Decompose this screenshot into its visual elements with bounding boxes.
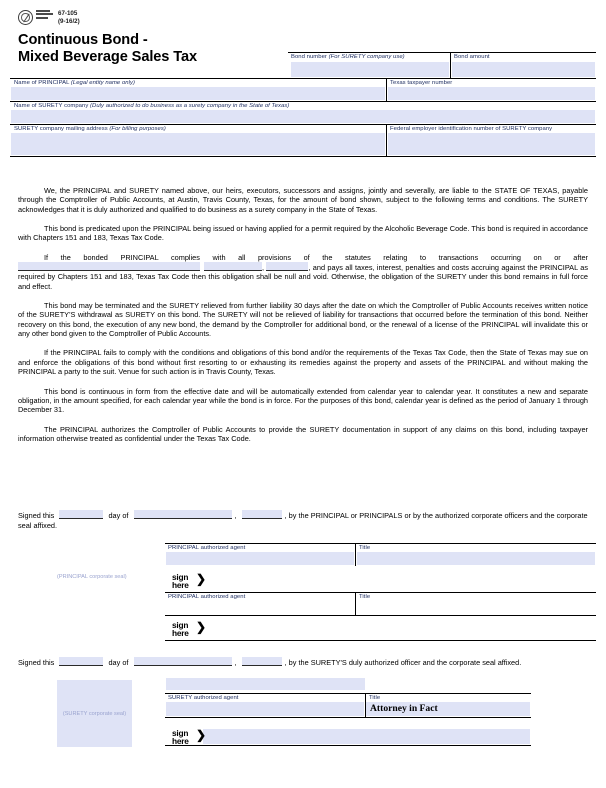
rule-surety-sign-bottom	[165, 745, 531, 746]
label-bond-amount: Bond amount	[454, 54, 490, 60]
paragraph-5: If the PRINCIPAL fails to comply with the conditions and obligations of this bond and/or the requirements of the Texas Tax Code, then the State of Texas may sue on and enforce the obligations of this bond without first resorting to or exhausting its remedies against the property and assets of the PRINCIPAL and without making the PRINCIPAL a party to the suit. Venue for such action is in Travis County, Texas.	[18, 348, 588, 377]
principal-day-input[interactable]	[59, 510, 103, 519]
principal-title-input-2[interactable]	[357, 601, 595, 614]
bond-amount-input[interactable]	[452, 62, 595, 77]
paragraph-1: We, the PRINCIPAL and SURETY named above, our heirs, executors, successors and assigns, jointly and severally, are liable to the STATE OF TEXAS, payable through the Comptroller of Public Accounts, at Austin, Travis County, Texas, for the amount of bond shown, subject to the following terms and conditions. The SURETY acknowledges that it is duly authorized and qualified to do business as a surety company in the State of Texas.	[18, 186, 588, 214]
rule-surety-addr-top	[10, 124, 596, 125]
principal-signed-mid: day of	[108, 511, 129, 520]
principal-comma: ,	[234, 511, 237, 520]
sign-here-arrow-icon: ❯	[196, 728, 206, 742]
surety-comma: ,	[234, 658, 237, 667]
paragraph-3-comma: ,	[262, 263, 265, 273]
agency-wordmark	[36, 10, 53, 20]
surety-title-value: Attorney in Fact	[370, 703, 438, 714]
title-line-1: Continuous Bond -	[18, 32, 148, 48]
label-surety-title: Title	[369, 695, 381, 701]
sign-here-line-1: sign	[172, 572, 189, 582]
rule-principal-agent-2-bottom	[165, 615, 596, 616]
label-principal-name: Name of PRINCIPAL (Legal entity name only)	[14, 80, 135, 86]
paragraph-3-tail: , and pays all taxes, interest, penalties and costs accruing against the PRINCIPAL as required by Chapters 151 and 183, Texas Tax Code then this obligation shall be null and void. Otherwise, the obligation of the SURETY under this bond remains in full force and effect.	[18, 263, 588, 291]
label-principal-agent-2: PRINCIPAL authorized agent	[168, 594, 246, 600]
principal-signed-statement	[18, 510, 590, 530]
sign-here-line-2: here	[172, 580, 189, 591]
principal-sign-here-marker-1	[172, 572, 206, 591]
sign-here-line-1: sign	[172, 728, 189, 738]
sign-here-arrow-icon: ❯	[196, 572, 206, 586]
principal-sign-here-marker-2	[172, 620, 206, 639]
paragraph-3	[18, 253, 588, 291]
surety-month-input[interactable]	[134, 657, 232, 666]
rule-bond-split	[450, 52, 451, 78]
effective-date-input-3[interactable]	[266, 262, 308, 271]
paragraph-6: This bond is continuous in form from the effective date and will be automatically extended from calendar year to calendar year. It constitutes a new and separate obligation, in the amount specified, for each calendar year while the bond is in force. For the purposes of this bond, calendar year is defined as the period of January 1 through December 31.	[18, 386, 588, 415]
principal-agent-input-1[interactable]	[166, 552, 354, 565]
label-surety-name: Name of SURETY company (Duly authorized to do business as a surety company in the State of Texas)	[14, 103, 290, 109]
sign-here-line-1: sign	[172, 620, 189, 630]
rule-surety-name-top	[10, 101, 596, 102]
surety-agent-input[interactable]	[166, 702, 364, 716]
rule-principal-sign-2-bottom	[165, 640, 596, 641]
principal-name-input[interactable]	[11, 87, 385, 100]
form-header	[10, 0, 596, 32]
label-bond-number: Bond number (For SURETY company use)	[291, 54, 405, 60]
surety-signed-suffix: , by the SURETY'S duly authorized officer and the corporate seal affixed.	[284, 658, 522, 667]
taxpayer-number-input[interactable]	[388, 87, 595, 100]
rule-principal-title-split-1	[355, 543, 356, 566]
label-surety-address: SURETY company mailing address (For billing purposes)	[14, 126, 166, 132]
rule-taxpayer-split	[386, 78, 387, 101]
principal-title-input-1[interactable]	[357, 552, 595, 565]
principal-month-input[interactable]	[134, 510, 232, 519]
effective-date-input-1[interactable]	[18, 262, 200, 271]
form-number: 67-105	[58, 10, 78, 17]
surety-fein-input[interactable]	[388, 133, 595, 155]
surety-upper-fill[interactable]	[166, 678, 365, 690]
principal-signed-prefix: Signed this	[18, 511, 55, 520]
sign-here-line-2: here	[172, 736, 189, 747]
surety-signed-statement	[18, 657, 590, 668]
label-surety-agent: SURETY authorized agent	[168, 695, 239, 701]
form-number-block	[58, 9, 80, 25]
label-surety-fein: Federal employer identification number of SURETY company	[390, 126, 553, 132]
principal-corporate-seal-placeholder: (PRINCIPAL corporate seal)	[57, 574, 127, 580]
label-principal-agent-1: PRINCIPAL authorized agent	[168, 545, 246, 551]
rule-principal-title-split-2	[355, 592, 356, 615]
principal-signed-suffix: , by the PRINCIPAL or PRINCIPALS or by the authorized corporate officers and the corporate seal affixed.	[18, 511, 588, 530]
rule-principal-agent-1-top	[165, 543, 596, 544]
rule-surety-agent-top	[165, 693, 531, 694]
rule-bond-top	[288, 52, 596, 53]
bond-number-input[interactable]	[291, 62, 449, 77]
label-principal-title-1: Title	[359, 545, 371, 551]
paragraph-4: This bond may be terminated and the SURETY relieved from further liability 30 days after the date on which the Comptroller of Public Accounts receives written notice of the SURETY'S withdrawal as SURETY on this bond. The SURETY will not be relieved of liability for transactions that occurred before the termination of this bond. Neither recovery on this bond, the execution of any new bond, the demand by the Comptroller for additional bond, or the renewal of a license of the PRINCIPAL will invalidate this or any other bond given to the Comptroller of Public Accounts.	[18, 301, 588, 339]
rule-fein-split	[386, 124, 387, 156]
surety-signature-input[interactable]	[203, 729, 530, 744]
sign-here-arrow-icon: ❯	[196, 620, 206, 634]
principal-year-input[interactable]	[242, 510, 282, 519]
surety-signed-mid: day of	[108, 658, 129, 667]
paragraph-2: This bond is predicated upon the PRINCIPAL being issued or having applied for a permit required by the Alcoholic Beverage Code. This bond is required in accordance with Chapters 151 and 183, Texas Tax Code.	[18, 224, 588, 243]
bond-body-text	[18, 186, 588, 453]
rule-principal-top	[10, 78, 596, 79]
surety-signed-prefix: Signed this	[18, 658, 55, 667]
sign-here-line-2: here	[172, 628, 189, 639]
surety-address-input[interactable]	[11, 133, 385, 155]
effective-date-input-2[interactable]	[204, 262, 265, 273]
surety-sign-here-marker	[172, 728, 206, 747]
surety-name-input[interactable]	[11, 110, 595, 123]
rule-principal-sign-1-bottom	[165, 592, 596, 593]
principal-agent-input-2[interactable]	[166, 601, 354, 614]
surety-corporate-seal-placeholder: (SURETY corporate seal)	[62, 711, 127, 717]
form-revision: (9-16/2)	[58, 17, 80, 25]
label-taxpayer-number: Texas taxpayer number	[390, 80, 453, 86]
texas-comptroller-seal-icon	[18, 10, 33, 25]
paragraph-7: The PRINCIPAL authorizes the Comptroller of Public Accounts to provide the SURETY documentation in support of any claims on this bond, including taxpayer information otherwise treated as confidential under the Texas Tax Code.	[18, 424, 588, 443]
title-line-2: Mixed Beverage Sales Tax	[18, 49, 198, 66]
label-principal-title-2: Title	[359, 594, 371, 600]
paragraph-3-lead: If the bonded PRINCIPAL complies with all provisions of the statutes relating to transactions occurring on or after	[44, 252, 588, 262]
surety-year-input[interactable]	[242, 657, 282, 666]
surety-day-input[interactable]	[59, 657, 103, 666]
rule-surety-agent-bottom	[165, 717, 531, 718]
rule-form-bottom	[10, 156, 596, 157]
